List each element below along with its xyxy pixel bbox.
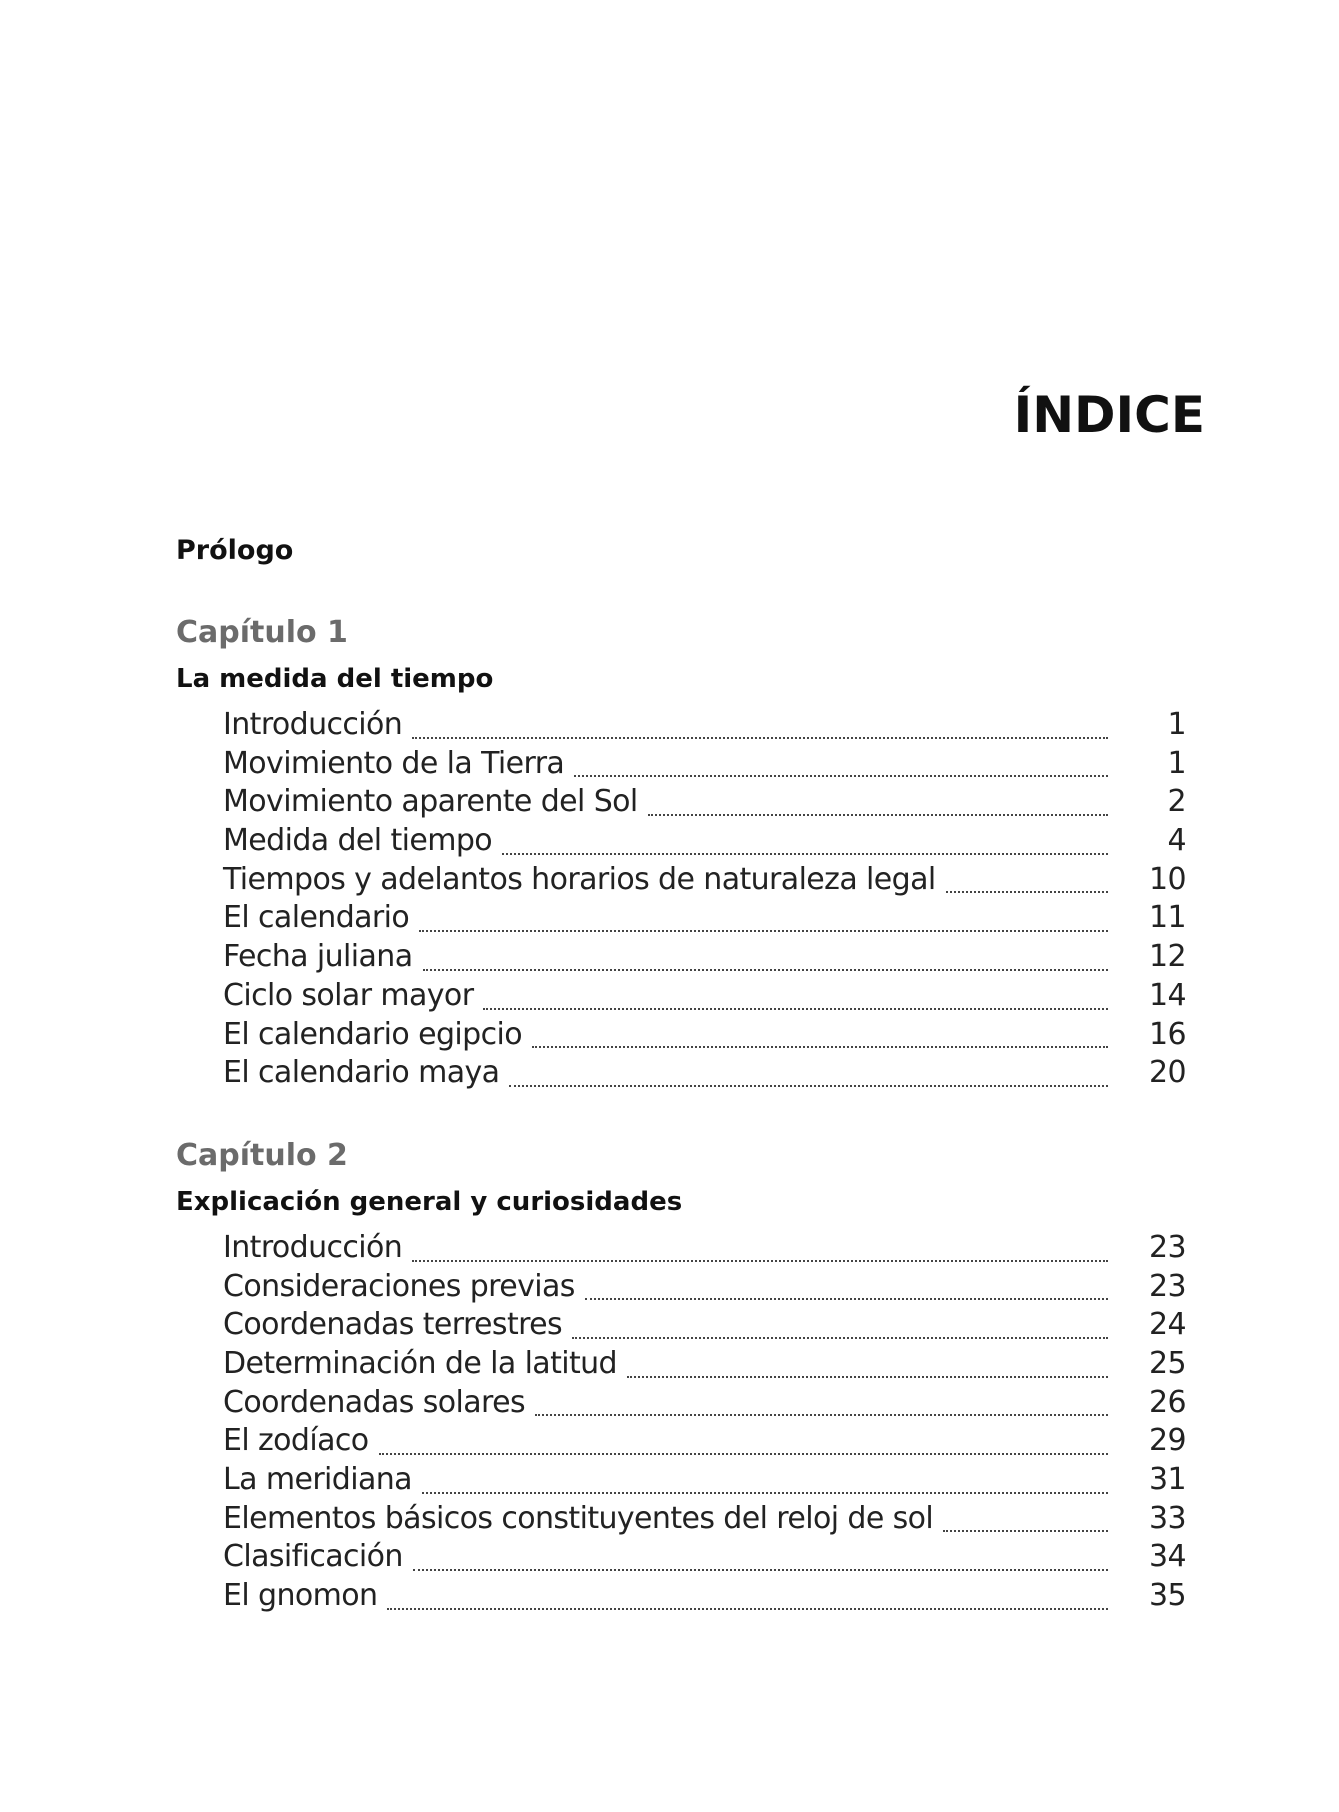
dot-leader: [946, 867, 1108, 893]
prologue-heading: Prólogo: [176, 535, 294, 566]
toc-entry[interactable]: [223, 1423, 1186, 1462]
toc-entry-title: Elementos básicos constituyentes del reloj de sol: [223, 1500, 934, 1536]
toc-entry[interactable]: [223, 1501, 1186, 1540]
toc-entry-title: Introducción: [223, 1229, 403, 1265]
table-of-contents: [176, 533, 1186, 1617]
toc-entry-page-number: 23: [1149, 1268, 1186, 1304]
toc-entry[interactable]: [223, 939, 1186, 978]
dot-leader: [627, 1352, 1108, 1378]
toc-entry-title: El calendario: [223, 900, 410, 936]
dot-leader: [412, 713, 1108, 739]
page-title: ÍNDICE: [1013, 386, 1205, 444]
toc-entry-page-number: 1: [1167, 707, 1186, 742]
toc-entry-page-number: 24: [1149, 1307, 1186, 1343]
toc-entry[interactable]: [223, 978, 1186, 1017]
dot-leader: [483, 984, 1108, 1010]
toc-entry-title: Determinación de la latitud: [223, 1345, 618, 1381]
toc-entry-page-number: 11: [1149, 900, 1186, 936]
dot-leader: [535, 1390, 1108, 1416]
toc-entry-title: El gnomon: [223, 1578, 378, 1614]
toc-entry[interactable]: [223, 1230, 1186, 1269]
toc-entry-page-number: 10: [1149, 861, 1186, 897]
dot-leader: [387, 1584, 1108, 1610]
toc-entry[interactable]: [223, 1539, 1186, 1578]
dot-leader: [509, 1061, 1108, 1087]
toc-entry-page-number: 26: [1149, 1384, 1186, 1420]
dot-leader: [572, 1313, 1108, 1339]
toc-entry[interactable]: [223, 1346, 1186, 1385]
toc-entry-title: El calendario egipcio: [223, 1016, 522, 1052]
toc-entry-title: Consideraciones previas: [223, 1268, 575, 1304]
dot-leader: [585, 1274, 1108, 1300]
chapter-number: Capítulo 1: [176, 615, 348, 650]
toc-entry[interactable]: [223, 1055, 1186, 1094]
toc-entry[interactable]: [223, 1269, 1186, 1308]
toc-entry-page-number: 20: [1149, 1055, 1186, 1091]
toc-entry[interactable]: [223, 1385, 1186, 1424]
toc-entry[interactable]: [223, 862, 1186, 901]
toc-entry-page-number: 4: [1167, 823, 1186, 859]
toc-entry-page-number: 1: [1167, 745, 1186, 781]
toc-entry[interactable]: [223, 1307, 1186, 1346]
chapter-title: Explicación general y curiosidades: [176, 1186, 683, 1217]
toc-entry-title: Tiempos y adelantos horarios de naturaleza legal: [223, 861, 936, 897]
toc-entry-page-number: 14: [1149, 977, 1186, 1013]
toc-entry-page-number: 16: [1149, 1016, 1186, 1052]
dot-leader: [943, 1506, 1108, 1532]
toc-entry-page-number: 33: [1149, 1500, 1186, 1536]
dot-leader: [412, 1236, 1108, 1262]
toc-entry-title: Ciclo solar mayor: [223, 977, 474, 1013]
dot-leader: [423, 945, 1109, 971]
toc-entry-title: La meridiana: [223, 1462, 412, 1497]
dot-leader: [532, 1022, 1108, 1048]
toc-entry-title: El calendario maya: [223, 1055, 500, 1091]
toc-entry-page-number: 2: [1167, 784, 1186, 820]
toc-entry-title: Coordenadas terrestres: [223, 1307, 563, 1343]
toc-entry-page-number: 29: [1149, 1423, 1186, 1459]
toc-entry-title: Clasificación: [223, 1539, 403, 1575]
toc-entry-title: Movimiento aparente del Sol: [223, 784, 638, 820]
toc-entry-page-number: 31: [1149, 1462, 1186, 1497]
toc-entry[interactable]: [223, 900, 1186, 939]
chapter-section: [176, 613, 1186, 1094]
toc-entry[interactable]: [223, 707, 1186, 746]
toc-entry-page-number: 23: [1149, 1229, 1186, 1265]
toc-entry-page-number: 12: [1149, 939, 1186, 975]
dot-leader: [419, 906, 1108, 932]
toc-entry-list: [176, 1230, 1186, 1617]
toc-entry-title: El zodíaco: [223, 1423, 369, 1459]
dot-leader: [422, 1468, 1108, 1494]
toc-entry-title: Medida del tiempo: [223, 823, 493, 859]
toc-entry-page-number: 25: [1149, 1345, 1186, 1381]
toc-entry-list: [176, 707, 1186, 1094]
dot-leader: [574, 751, 1108, 777]
toc-entry[interactable]: [223, 746, 1186, 785]
toc-entry-title: Coordenadas solares: [223, 1384, 526, 1420]
toc-entry[interactable]: [223, 1017, 1186, 1056]
dot-leader: [413, 1545, 1108, 1571]
toc-entry[interactable]: [223, 1578, 1186, 1617]
dot-leader: [379, 1429, 1108, 1455]
dot-leader: [648, 790, 1108, 816]
toc-entry-page-number: 35: [1149, 1578, 1186, 1614]
chapter-title: La medida del tiempo: [176, 664, 494, 694]
toc-entry-title: Fecha juliana: [223, 939, 413, 975]
chapter-number: Capítulo 2: [176, 1137, 348, 1173]
chapter-section: [176, 1136, 1186, 1617]
toc-entry-title: Movimiento de la Tierra: [223, 745, 565, 781]
toc-entry[interactable]: [223, 784, 1186, 823]
chapters-container: [176, 613, 1186, 1617]
dot-leader: [502, 829, 1108, 855]
toc-entry-title: Introducción: [223, 707, 403, 742]
toc-entry[interactable]: [223, 1462, 1186, 1501]
toc-entry-page-number: 34: [1149, 1539, 1186, 1575]
toc-entry[interactable]: [223, 823, 1186, 862]
